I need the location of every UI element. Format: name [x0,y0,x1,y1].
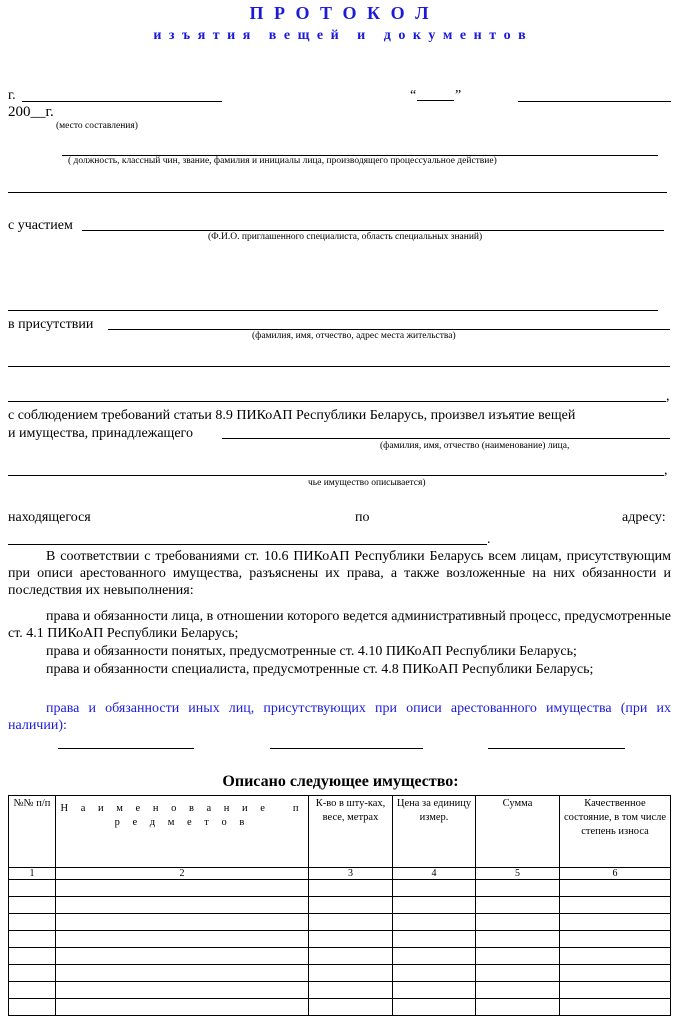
table-cell[interactable] [476,999,560,1016]
table-cell[interactable] [309,931,393,948]
inventory-heading: Описано следующее имущество: [222,773,459,790]
table-cell[interactable] [309,948,393,965]
table-cell[interactable] [476,897,560,914]
table-cell[interactable] [476,982,560,999]
table-cell[interactable] [393,880,476,897]
table-row [9,948,671,965]
table-cell[interactable] [9,897,56,914]
table-cell[interactable] [309,999,393,1016]
owner-field[interactable] [222,438,670,439]
column-header-price: Цена за единицу измер. [393,796,476,868]
table-header-row [9,796,671,868]
table-cell[interactable] [560,897,671,914]
rights-other-persons-paragraph: права и обязанности иных лиц, присутствующих при описи арестованного имущества (при их наличии): [8,701,671,733]
presence-field[interactable] [108,329,670,330]
table-row [9,880,671,897]
owner-field-continued[interactable] [8,475,664,476]
table-cell[interactable] [560,914,671,931]
column-header-name: Н а и м е н о в а н и е п р е д м е т о в [56,796,309,868]
table-row [9,931,671,948]
document-title: П Р О Т О К О Л [249,3,432,23]
column-header-sum: Сумма [476,796,560,868]
table-row [9,999,671,1016]
table-cell[interactable] [393,982,476,999]
table-cell[interactable] [56,999,309,1016]
column-header-quantity: К-во в шту-ках, весе, метрах [309,796,393,868]
presence-comma: , [666,389,670,404]
day-field[interactable] [417,100,454,101]
column-number-row [9,868,671,880]
city-prefix: г. [8,88,16,103]
table-cell[interactable] [309,965,393,982]
participation-field-continued[interactable] [8,310,658,311]
city-field[interactable] [22,101,222,102]
owner-comma: , [664,463,668,478]
date-quote-open: “ [410,88,417,103]
table-cell[interactable] [309,897,393,914]
address-label: адресу: [622,510,666,525]
table-cell[interactable] [560,965,671,982]
signature-field-2[interactable] [270,748,423,749]
column-number: 4 [393,868,476,880]
table-cell[interactable] [393,948,476,965]
table-cell[interactable] [9,999,56,1016]
inventory-table [8,795,671,1016]
table-cell[interactable] [476,965,560,982]
table-cell[interactable] [56,982,309,999]
place-caption: (место составления) [56,121,138,131]
presence-caption: (фамилия, имя, отчество, адрес места жительства) [252,331,456,341]
document-subtitle: и з ъ я т и я в е щ е й и д о к у м е н т о в [153,28,528,43]
table-cell[interactable] [56,880,309,897]
table-cell[interactable] [9,965,56,982]
year-label: 200__г. [8,104,54,120]
participation-field[interactable] [82,230,664,231]
table-cell[interactable] [9,931,56,948]
presence-label: в присутствии [8,317,94,332]
table-cell[interactable] [393,999,476,1016]
table-cell[interactable] [309,914,393,931]
table-row [9,914,671,931]
official-caption: ( должность, классный чин, звание, фамилия и инициалы лица, производящего процессуальное действие) [68,156,497,166]
table-cell[interactable] [560,982,671,999]
table-cell[interactable] [309,982,393,999]
column-number: 1 [9,868,56,880]
rights-intro-paragraph: В соответствии с требованиями ст. 10.6 ПИКоАП Республики Беларусь всем лицам, присутствующим при описи арестованного имущества, разъяснены их права, а также возложенные на них обязанности и последствия их невыполнения: [8,549,671,598]
table-cell[interactable] [9,948,56,965]
owner-label: и имущества, принадлежащего [8,426,193,441]
table-cell[interactable] [393,897,476,914]
signature-field-1[interactable] [58,748,194,749]
address-period: . [487,532,491,547]
table-cell[interactable] [9,982,56,999]
table-cell[interactable] [56,914,309,931]
table-row [9,965,671,982]
table-cell[interactable] [56,897,309,914]
located-label: находящегося [8,510,91,525]
table-row [9,897,671,914]
table-cell[interactable] [476,931,560,948]
table-cell[interactable] [560,931,671,948]
table-cell[interactable] [393,914,476,931]
table-cell[interactable] [560,999,671,1016]
table-cell[interactable] [9,914,56,931]
table-cell[interactable] [393,965,476,982]
specialist-caption: (Ф.И.О. приглашенного специалиста, область специальных знаний) [208,232,483,242]
column-number: 2 [56,868,309,880]
column-number: 3 [309,868,393,880]
column-number: 6 [560,868,671,880]
presence-field-2[interactable] [8,366,670,367]
table-cell[interactable] [309,880,393,897]
table-cell[interactable] [56,965,309,982]
table-cell[interactable] [560,880,671,897]
at-label: по [355,510,370,525]
owner-caption: (фамилия, имя, отчество (наименование) лица, [380,441,570,451]
table-cell[interactable] [476,880,560,897]
rights-specialist-paragraph: права и обязанности специалиста, предусмотренные ст. 4.8 ПИКоАП Республики Беларусь; [46,662,594,677]
rights-defendant-paragraph: права и обязанности лица, в отношении которого ведется административный процесс, предусмотренные ст. 4.1 ПИКоАП Республики Беларусь; [8,609,671,641]
presence-field-3[interactable] [8,401,666,402]
table-cell[interactable] [560,948,671,965]
table-cell[interactable] [56,931,309,948]
rights-witnesses-paragraph: права и обязанности понятых, предусмотренные ст. 4.10 ПИКоАП Республики Беларусь; [46,644,577,659]
table-cell[interactable] [56,948,309,965]
table-cell[interactable] [476,948,560,965]
column-number: 5 [476,868,560,880]
month-field[interactable] [518,101,671,102]
column-header-number: №№ п/п [9,796,56,868]
column-header-condition: Качественное состояние, в том числе степень износа [560,796,671,868]
participation-label: с участием [8,218,73,233]
table-row [9,982,671,999]
table-cell[interactable] [393,931,476,948]
compliance-text: с соблюдением требований статьи 8.9 ПИКоАП Республики Беларусь, произвел изъятие вещей [8,408,576,423]
table-cell[interactable] [476,914,560,931]
table-cell[interactable] [9,880,56,897]
official-field-continued[interactable] [8,192,667,193]
signature-field-3[interactable] [488,748,625,749]
date-quote-close: ” [455,88,462,103]
address-field[interactable] [8,544,487,545]
owner-caption-2: чье имущество описывается) [308,478,426,488]
